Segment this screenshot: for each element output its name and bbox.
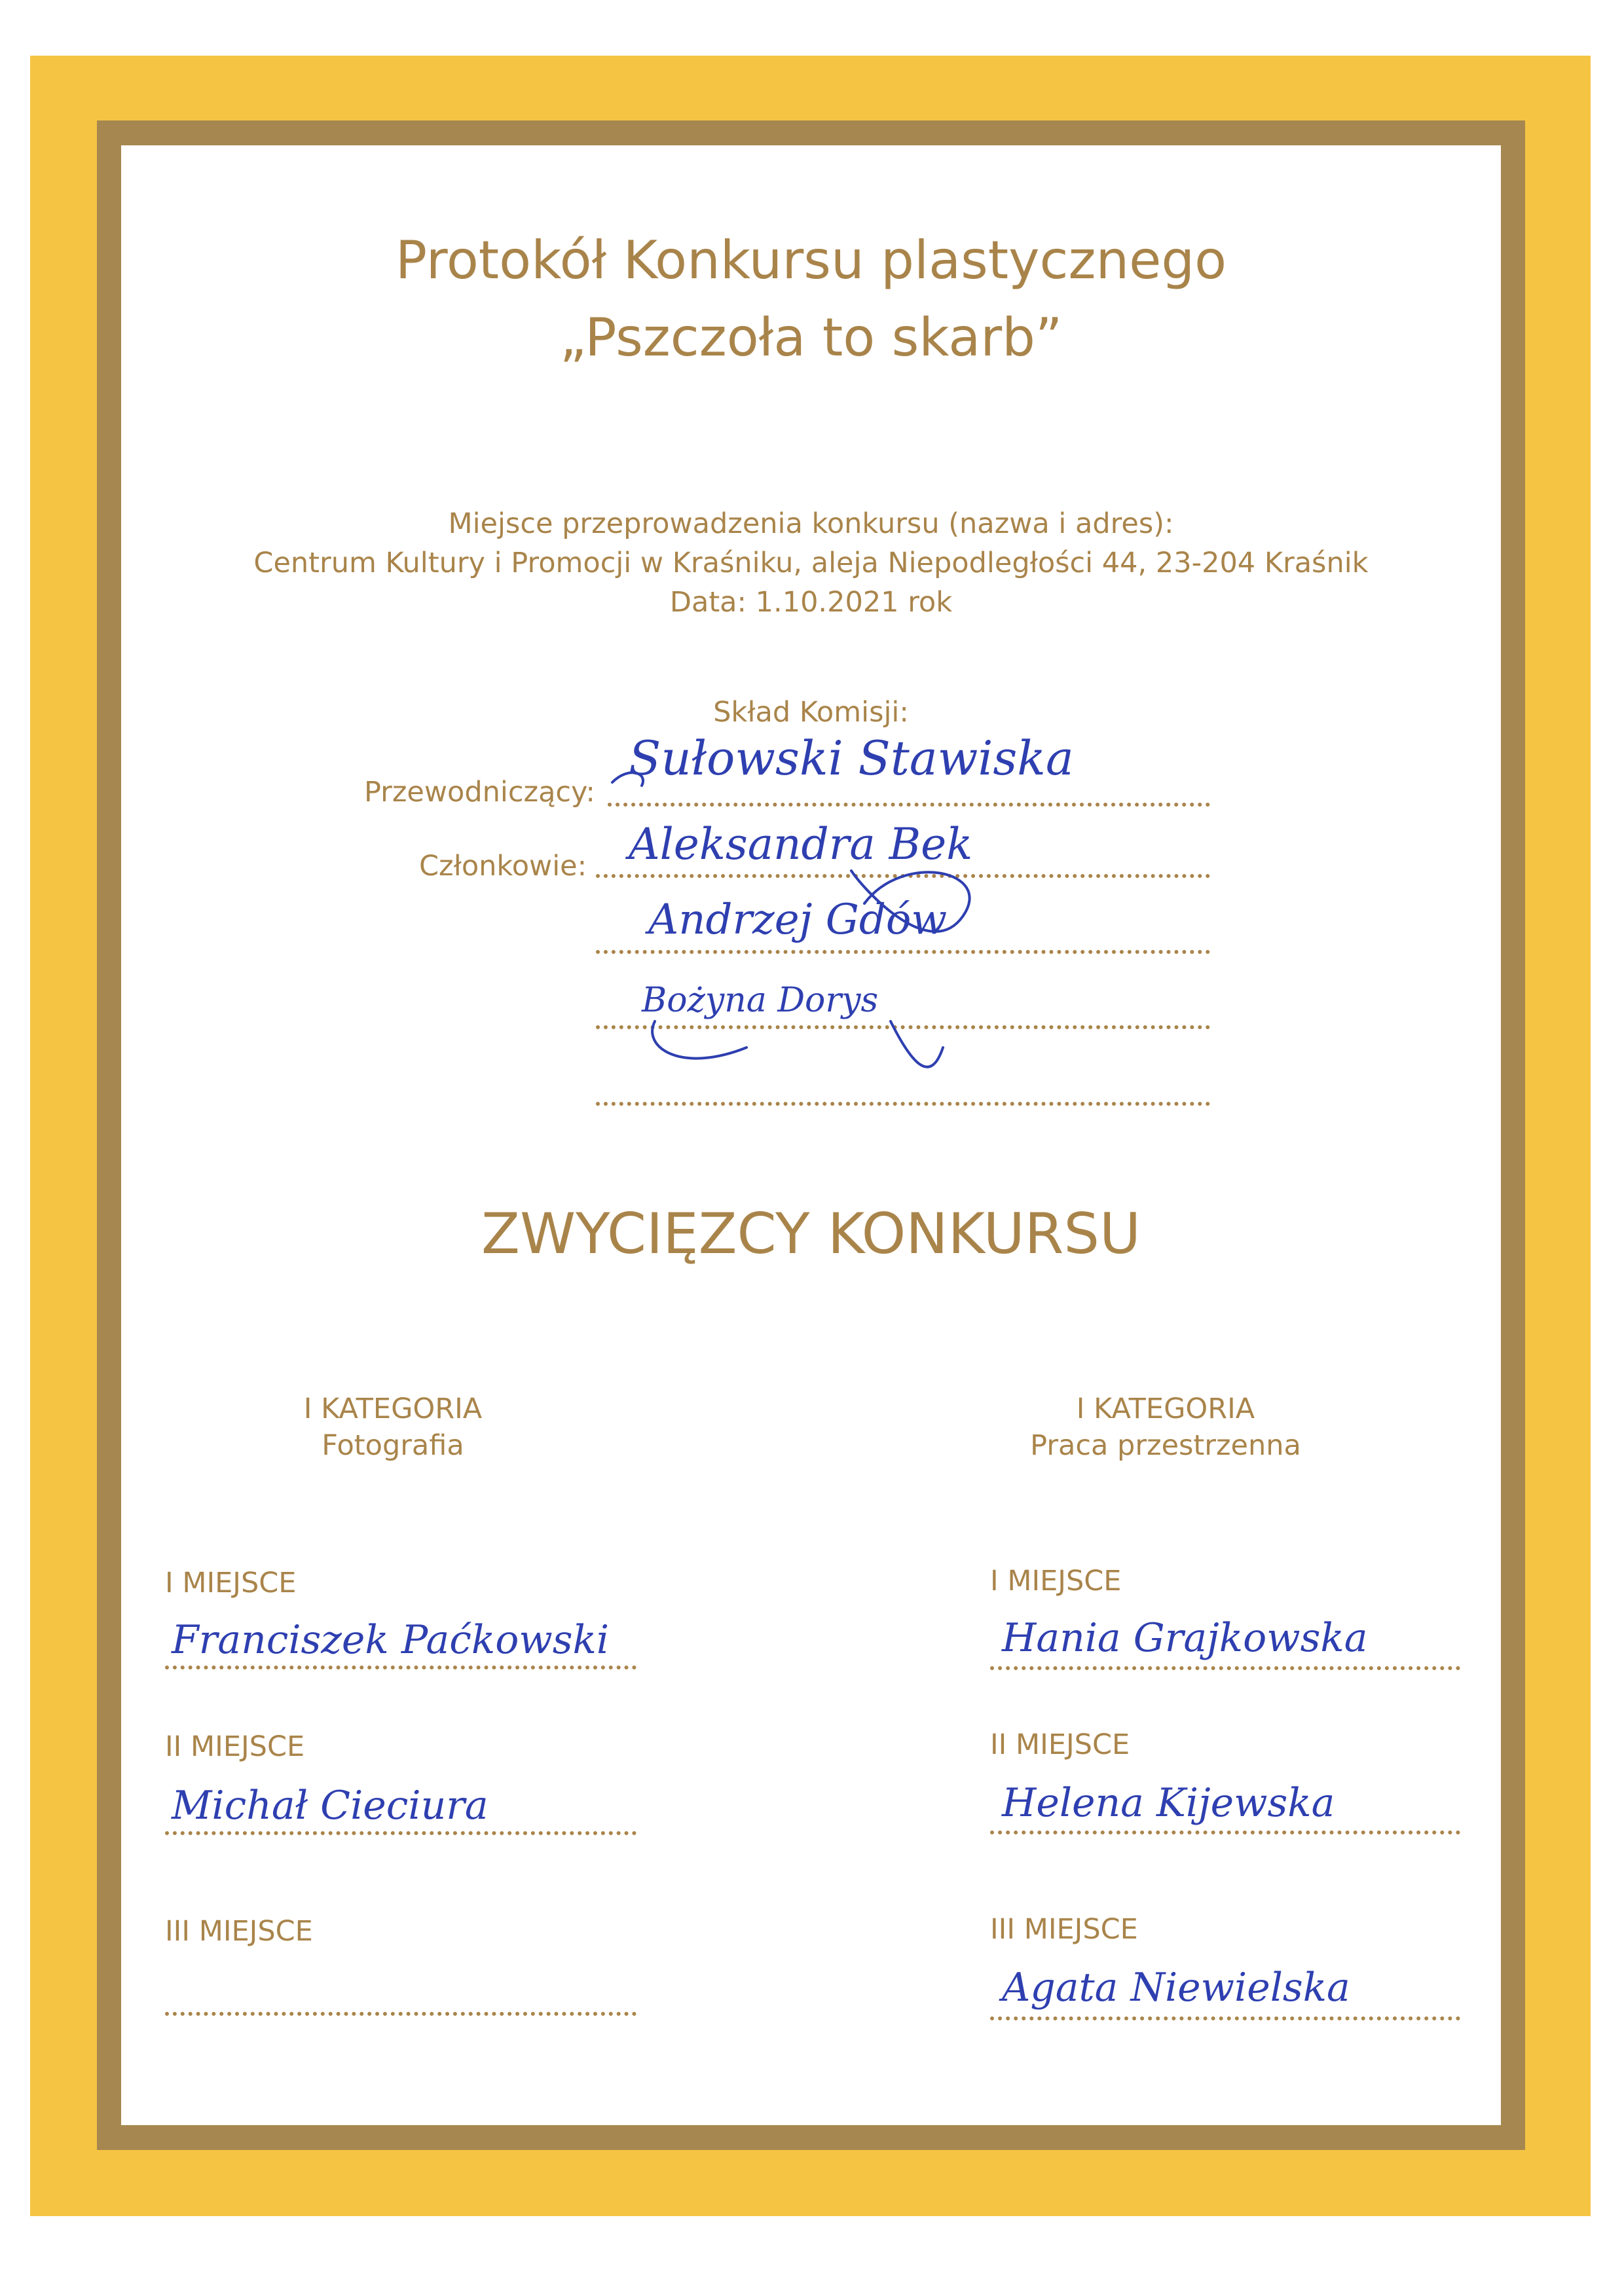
contest-date: Data: 1.10.2021 rok [669,586,953,619]
cat2-place-2-line [990,1831,1460,1834]
cat1-place-2-winner: Michał Cieciura [172,1783,489,1829]
cat2-place-2-label: II MIEJSCE [990,1728,1130,1761]
cat1-place-3-line [165,2012,637,2016]
cat2-place-1-label: I MIEJSCE [990,1565,1122,1597]
category-1-label: I KATEGORIA [303,1393,483,1425]
cat2-place-3-label: III MIEJSCE [990,1913,1138,1946]
document-title: Protokół Konkursu plastycznego [395,230,1227,291]
winners-heading: ZWYCIĘZCY KONKURSU [481,1201,1141,1267]
cat1-place-2-label: II MIEJSCE [165,1730,305,1763]
venue-label: Miejsce przeprowadzenia konkursu (nazwa i adres): [448,507,1174,540]
chair-signature: Sułowski Stawiska [629,731,1074,786]
cat2-place-3-line [990,2016,1460,2020]
member-signature-3: Bożyna Dorys [642,981,879,1020]
committee-heading: Skład Komisji: [713,696,909,729]
members-label: Członkowie: [419,850,587,883]
cat1-place-3-label: III MIEJSCE [165,1915,313,1948]
cat2-place-2-winner: Helena Kijewska [1002,1780,1335,1826]
chair-label: Przewodniczący: [364,776,595,809]
cat1-place-1-winner: Franciszek Paćkowski [172,1617,610,1663]
member-signature-2: Andrzej Gdów [648,896,948,944]
cat2-place-3-winner: Agata Niewielska [1002,1965,1350,2011]
contest-name: „Pszczoła to skarb” [559,307,1063,368]
cat2-place-1-line [990,1666,1460,1670]
cat1-place-1-label: I MIEJSCE [165,1567,297,1599]
category-2-label: I KATEGORIA [1076,1393,1255,1425]
category-2-name: Praca przestrzenna [1030,1429,1301,1462]
venue-address: Centrum Kultury i Promocji w Kraśniku, aleja Niepodległości 44, 23-204 Kraśnik [253,547,1369,579]
category-1-name: Fotografia [322,1429,464,1462]
member-signature-1: Aleksandra Bek [629,819,973,869]
cat2-place-1-winner: Hania Grajkowska [1002,1615,1368,1661]
